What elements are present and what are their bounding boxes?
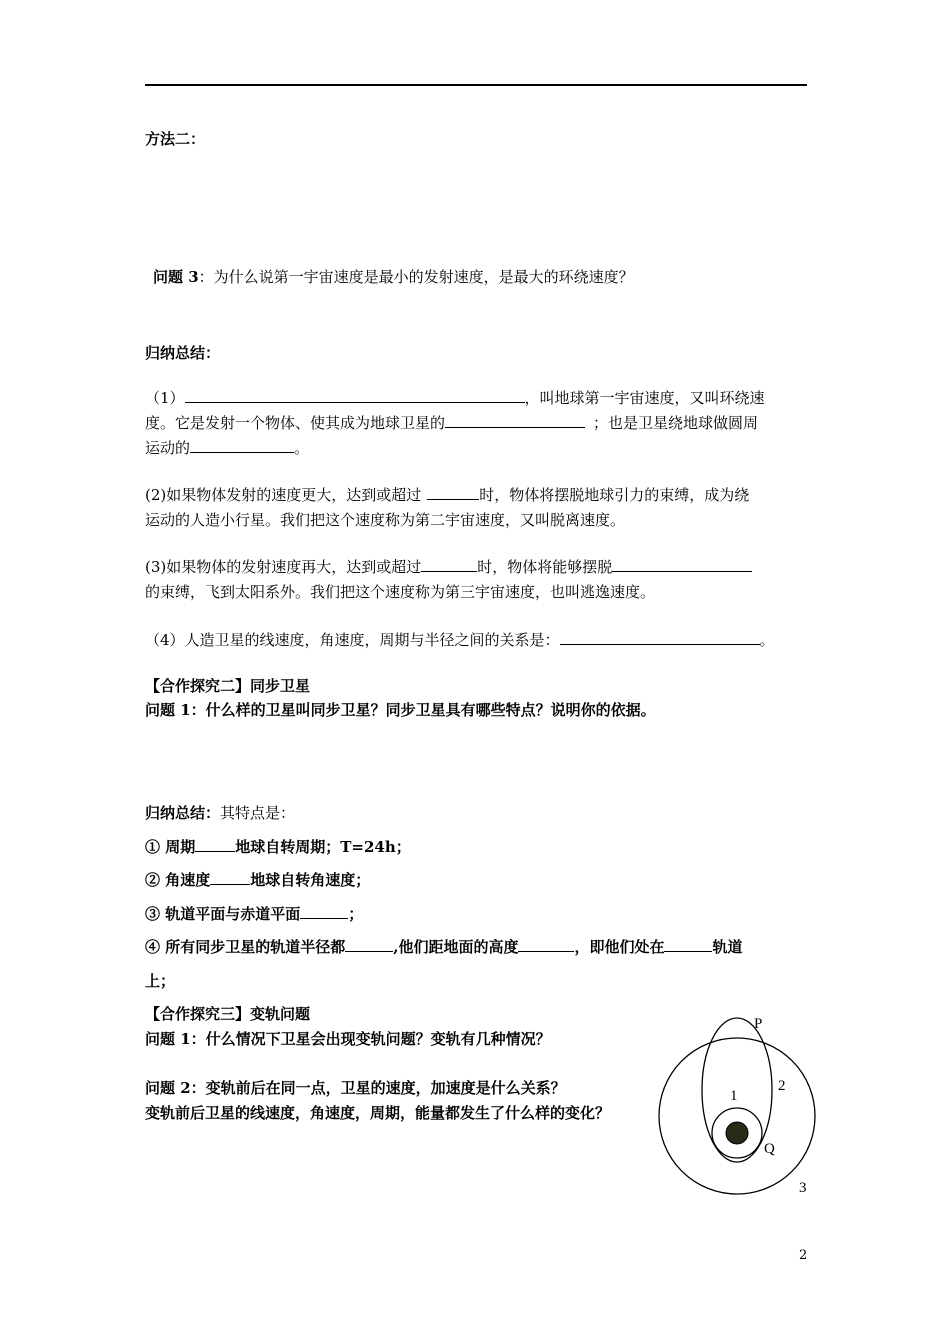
blank[interactable] <box>421 556 477 572</box>
feature-4: ④ 所有同步卫星的轨道半径都 ,他们距地面的高度 ，即他们处在 轨道 <box>145 938 743 956</box>
feature-2: ② 角速度 地球自转角速度； <box>145 871 371 889</box>
section-2-summary: 归纳总结：其特点是： <box>145 804 296 822</box>
blank[interactable] <box>518 936 574 952</box>
section-2-question-1: 问题 1：什么样的卫星叫同步卫星？同步卫星具有哪些特点？说明你的依据。 <box>145 701 656 719</box>
section-3-title: 【合作探究三】变轨问题 <box>145 1005 311 1023</box>
earth-icon <box>726 1122 748 1144</box>
item-2-line-2: 运动的人造小行星。我们把这个速度称为第二宇宙速度，又叫脱离速度。 <box>145 511 626 529</box>
item-2-line-1: (2)如果物体发射的速度更大，达到或超过 时，物体将摆脱地球引力的束缚，成为绕 <box>145 486 750 504</box>
blank[interactable] <box>427 484 479 500</box>
question-3: 问题 3：为什么说第一宇宙速度是最小的发射速度，是最大的环绕速度？ <box>153 268 634 286</box>
item-1-line-2: 度。它是发射一个物体、使其成为地球卫星的 ；也是卫星绕地球做圆周 <box>145 414 759 432</box>
blank[interactable] <box>185 387 525 403</box>
label-1: 1 <box>730 1088 738 1104</box>
orbit-3-circle <box>659 1038 815 1194</box>
blank[interactable] <box>190 437 294 453</box>
section-2-title: 【合作探究二】同步卫星 <box>145 677 311 695</box>
header-rule <box>145 84 807 86</box>
feature-3: ③ 轨道平面与赤道平面 ； <box>145 905 364 923</box>
label-p: P <box>754 1016 763 1032</box>
blank[interactable] <box>300 903 348 919</box>
blank[interactable] <box>612 556 752 572</box>
section-3-question-1: 问题 1：什么情况下卫星会出现变轨问题？变轨有几种情况？ <box>145 1030 551 1048</box>
item-3-line-2: 的束缚，飞到太阳系外。我们把这个速度称为第三宇宙速度，也叫逃逸速度。 <box>145 583 656 601</box>
blank[interactable] <box>560 629 760 645</box>
method2-label: 方法二： <box>145 130 206 148</box>
page-number: 2 <box>799 1248 808 1263</box>
section-3-question-2-cont: 变轨前后卫星的线速度，角速度，周期，能量都发生了什么样的变化？ <box>145 1104 611 1122</box>
section-3-question-2: 问题 2：变轨前后在同一点，卫星的速度，加速度是什么关系？ <box>145 1079 566 1097</box>
item-1-line-1: （1） ，叫地球第一宇宙速度，又叫环绕速 <box>145 389 765 407</box>
label-2: 2 <box>778 1078 786 1094</box>
blank[interactable] <box>664 936 712 952</box>
label-q: Q <box>764 1141 775 1157</box>
blank[interactable] <box>210 869 250 885</box>
orbit-diagram <box>650 1010 825 1200</box>
feature-1: ① 周期 地球自转周期；T=24h； <box>145 838 411 856</box>
label-3: 3 <box>799 1180 807 1196</box>
blank[interactable] <box>345 936 393 952</box>
blank[interactable] <box>195 836 235 852</box>
question-3-text: ：为什么说第一宇宙速度是最小的发射速度，是最大的环绕速度？ <box>198 268 634 286</box>
item-4: （4）人造卫星的线速度，角速度，周期与半径之间的关系是： 。 <box>145 631 775 649</box>
item-3-line-1: (3)如果物体的发射速度再大，达到或超过 时，物体将能够摆脱 <box>145 555 752 580</box>
feature-4-continued: 上； <box>145 972 176 990</box>
summary-1-title: 归纳总结： <box>145 344 221 362</box>
item-1-line-3: 运动的 。 <box>145 439 310 457</box>
blank[interactable] <box>445 412 585 428</box>
